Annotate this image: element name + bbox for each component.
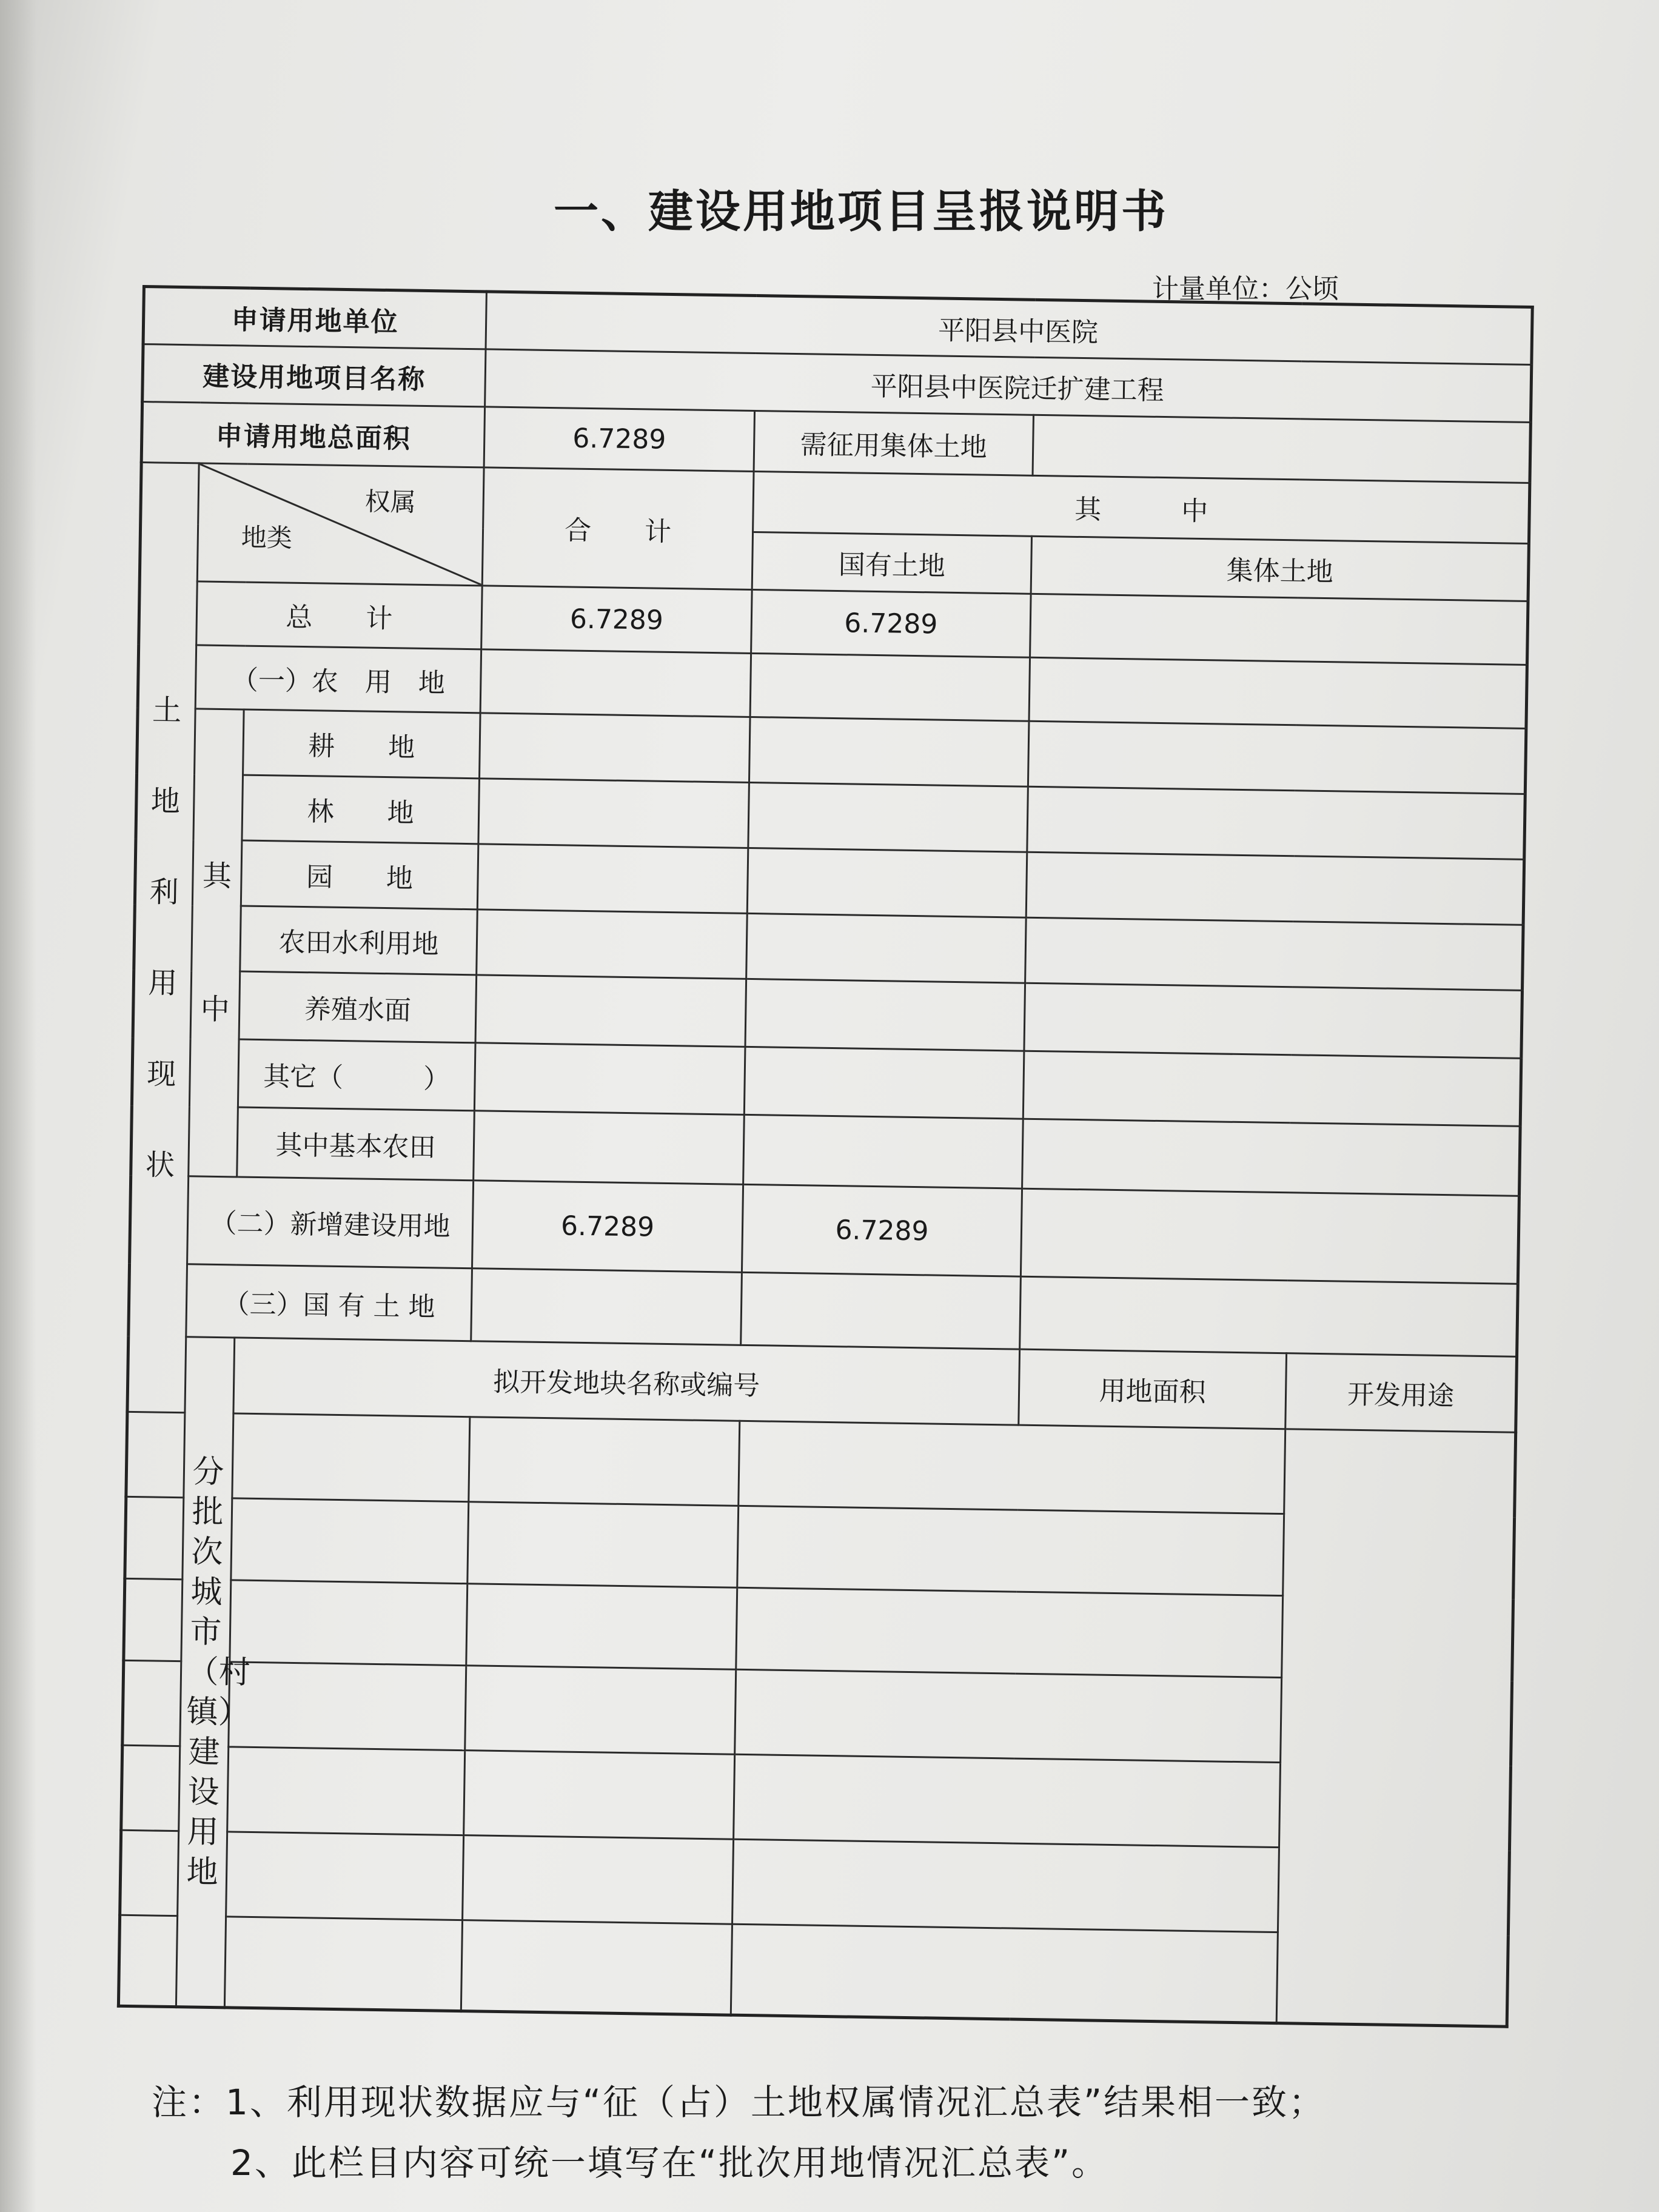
cell-total <box>477 844 748 914</box>
row-label: 农田水利用地 <box>240 906 478 975</box>
page-title: 一、建设用地项目呈报说明书 <box>554 186 1168 238</box>
side-char: 土 <box>152 692 182 728</box>
project-value: 平阳县中医院迁扩建工程 <box>485 349 1532 423</box>
row-label: 养殖水面 <box>239 971 477 1043</box>
applicant-value: 平阳县中医院 <box>486 292 1532 365</box>
cell-collective <box>1028 721 1526 794</box>
cell-total <box>477 910 748 979</box>
col-plot-name-header: 拟开发地块名称或编号 <box>233 1338 1020 1425</box>
row-label: 耕 地 <box>243 709 481 779</box>
cell-collective <box>1024 983 1523 1058</box>
cell-total <box>480 649 751 717</box>
side-char: 地 <box>150 783 181 819</box>
empty-cell <box>734 1754 1281 1847</box>
report-form-table <box>117 285 1534 2028</box>
of-which-side-label <box>189 709 244 1177</box>
col-collective-header: 集体土地 <box>1031 536 1529 601</box>
cell-state <box>750 653 1030 721</box>
col-total-header: 合 计 <box>482 468 754 590</box>
project-label: 建设用地项目名称 <box>142 344 486 407</box>
applicant-label: 申请用地单位 <box>143 287 486 349</box>
cell-collective <box>1026 852 1524 925</box>
cell-total <box>474 1043 745 1115</box>
col-state-header: 国有土地 <box>752 532 1031 594</box>
unit-label: 计量单位：公顷 <box>1152 273 1339 304</box>
side-char: 用 <box>147 965 178 1000</box>
cell-state <box>743 1114 1024 1188</box>
row-label: 总 计 <box>196 581 483 649</box>
cell-collective <box>1025 917 1524 990</box>
empty-cell <box>737 1506 1284 1595</box>
empty-cell <box>461 1920 732 2016</box>
area-value: 6.7289 <box>484 407 754 472</box>
cell-total: 6.7289 <box>481 586 752 654</box>
cell-collective <box>1021 1188 1519 1284</box>
table-row <box>118 1915 1508 2026</box>
empty-cell <box>732 1839 1279 1932</box>
empty-cell <box>464 1751 735 1840</box>
empty-cell <box>126 1412 470 1501</box>
cell-collective <box>1020 1276 1518 1356</box>
col-plot-use-header: 开发用途 <box>1285 1353 1517 1433</box>
diag-top-label: 权属 <box>364 486 417 517</box>
cell-total <box>475 975 746 1047</box>
cell-state <box>745 979 1025 1051</box>
batch-side-text: 分批次城市（村镇）建设用地 <box>186 1453 251 1891</box>
diag-bottom-label: 地类 <box>241 522 293 553</box>
empty-cell <box>121 1745 465 1835</box>
page-edge-shadow <box>0 0 36 2212</box>
cell-state <box>749 717 1029 786</box>
cell-state <box>746 913 1027 983</box>
cell-total <box>474 1111 745 1185</box>
empty-cell <box>118 1915 462 2011</box>
cell-state <box>744 1047 1024 1119</box>
row-label: 其它（ ） <box>238 1039 475 1111</box>
cell-collective <box>1030 594 1528 665</box>
diagonal-header-cell <box>197 463 484 586</box>
empty-cell <box>463 1835 734 1925</box>
row-label: 林 地 <box>242 775 480 844</box>
cell-collective <box>1022 1119 1521 1196</box>
cell-state: 6.7289 <box>742 1184 1022 1276</box>
cell-collective <box>1023 1051 1521 1126</box>
side-char: 其 <box>202 859 232 894</box>
note-line-2: 2、此栏目内容可统一填写在“批次用地情况汇总表”。 <box>230 2142 1108 2184</box>
cell-collective <box>1027 786 1526 859</box>
empty-cell <box>124 1578 468 1665</box>
note-line-1: 注：1、利用现状数据应与“征（占）土地权属情况汇总表”结果相一致； <box>152 2082 1326 2123</box>
side-char: 状 <box>145 1147 175 1182</box>
empty-cell <box>125 1496 469 1583</box>
collective-value <box>1033 415 1530 483</box>
col-plot-area-header: 用地面积 <box>1019 1349 1287 1429</box>
side-char: 中 <box>200 992 230 1027</box>
empty-cell <box>468 1502 739 1588</box>
empty-cell <box>739 1421 1285 1513</box>
empty-cell <box>465 1666 736 1755</box>
cell-total <box>480 713 751 783</box>
cell-collective <box>1029 657 1527 728</box>
cell-total: 6.7289 <box>472 1181 743 1273</box>
row-label: 园 地 <box>241 840 478 910</box>
cell-total <box>478 779 749 848</box>
empty-cell <box>120 1830 464 1920</box>
collective-label: 需征用集体土地 <box>754 411 1033 475</box>
cell-state <box>748 782 1028 852</box>
col-of-which-header: 其 中 <box>753 471 1530 543</box>
side-char: 现 <box>146 1056 176 1091</box>
cell-state <box>741 1272 1021 1349</box>
row-label: （二）新增建设用地 <box>187 1176 474 1269</box>
row-label: （三）国 有 土 地 <box>186 1264 472 1341</box>
area-label: 申请用地总面积 <box>141 402 484 468</box>
empty-cell <box>735 1669 1282 1762</box>
row-label: 其中基本农田 <box>237 1107 475 1181</box>
empty-cell <box>731 1924 1278 2023</box>
side-char: 利 <box>149 874 179 910</box>
empty-cell <box>736 1587 1283 1677</box>
cell-state <box>747 848 1027 917</box>
empty-cell <box>469 1417 740 1506</box>
cell-state: 6.7289 <box>751 589 1031 657</box>
row-label: （一）农 用 地 <box>195 645 481 713</box>
empty-cell <box>466 1584 737 1670</box>
cell-total <box>471 1269 742 1346</box>
empty-cell <box>122 1660 466 1750</box>
